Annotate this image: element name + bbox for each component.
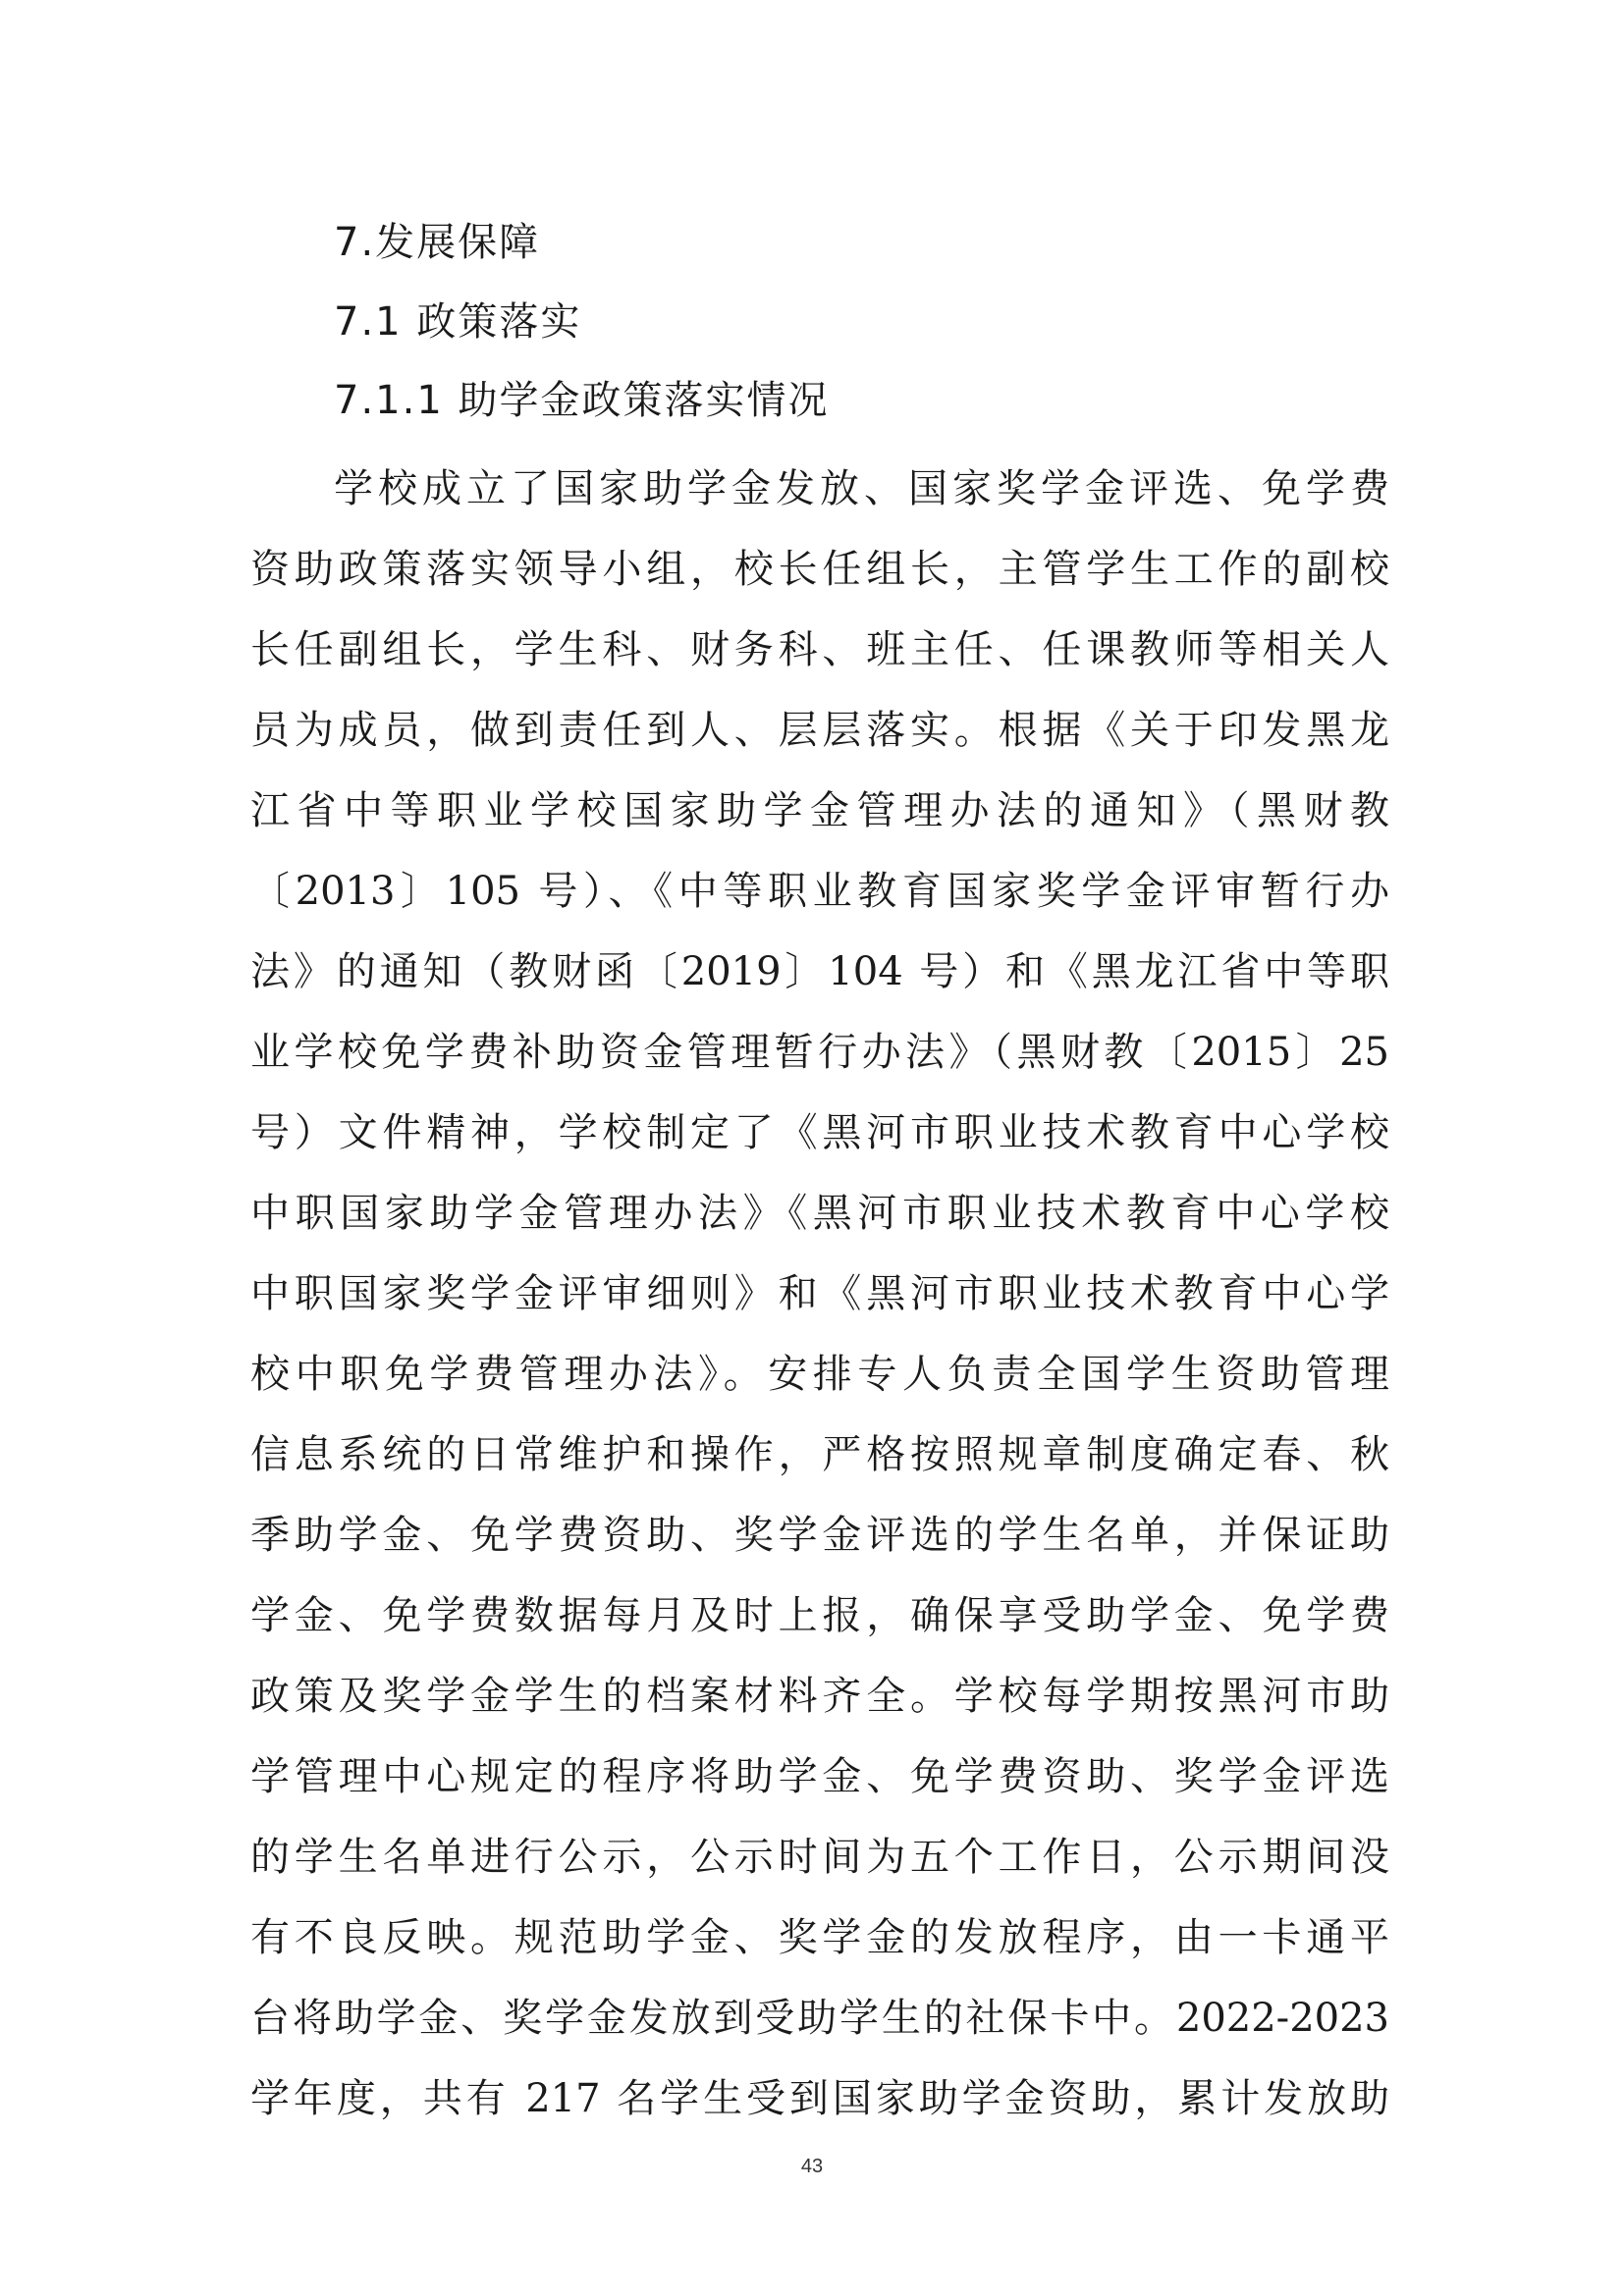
paragraph-line: 中职国家奖学金评审细则》和《黑河市职业技术教育中心学 (250, 1271, 1389, 1316)
paragraph-line: 中职国家助学金管理办法》《黑河市职业技术教育中心学校 (250, 1191, 1389, 1236)
paragraph-line: 的学生名单进行公示，公示时间为五个工作日，公示期间没 (250, 1835, 1389, 1880)
paragraph-line: 业学校免学费补助资金管理暂行办法》（黑财教〔2015〕25 (250, 1030, 1389, 1075)
paragraph-line: 学年度，共有 217 名学生受到国家助学金资助，累计发放助 (250, 2076, 1389, 2121)
body-paragraph (250, 449, 1389, 2139)
subsubsection-heading: 7.1.1 助学金政策落实情况 (334, 378, 830, 423)
section-heading: 7.发展保障 (334, 220, 541, 265)
page-number: 43 (800, 2156, 824, 2177)
paragraph-line: 信息系统的日常维护和操作，严格按照规章制度确定春、秋 (250, 1432, 1389, 1477)
paragraph-line: 号）文件精神，学校制定了《黑河市职业技术教育中心学校 (250, 1110, 1389, 1155)
paragraph-line: 学管理中心规定的程序将助学金、免学费资助、奖学金评选 (250, 1754, 1389, 1799)
paragraph-line: 资助政策落实领导小组，校长任组长，主管学生工作的副校 (250, 547, 1389, 592)
paragraph-line: 有不良反映。规范助学金、奖学金的发放程序，由一卡通平 (250, 1915, 1389, 1960)
paragraph-line: 员为成员，做到责任到人、层层落实。根据《关于印发黑龙 (250, 708, 1389, 753)
paragraph-line: 校中职免学费管理办法》。安排专人负责全国学生资助管理 (250, 1352, 1389, 1397)
paragraph-line: 政策及奖学金学生的档案材料齐全。学校每学期按黑河市助 (250, 1674, 1389, 1719)
paragraph-line: 学校成立了国家助学金发放、国家奖学金评选、免学费 (334, 466, 1389, 511)
paragraph-line: 长任副组长，学生科、财务科、班主任、任课教师等相关人 (250, 627, 1389, 672)
paragraph-line: 学金、免学费数据每月及时上报，确保享受助学金、免学费 (250, 1593, 1389, 1638)
paragraph-line: 〔2013〕105 号）、《中等职业教育国家奖学金评审暂行办 (250, 869, 1389, 914)
paragraph-line: 法》的通知（教财函〔2019〕104 号）和《黑龙江省中等职 (250, 949, 1389, 994)
paragraph-line: 台将助学金、奖学金发放到受助学生的社保卡中。2022-2023 (250, 1996, 1389, 2041)
paragraph-line: 季助学金、免学费资助、奖学金评选的学生名单，并保证助 (250, 1513, 1389, 1558)
subsection-heading: 7.1 政策落实 (334, 299, 582, 345)
paragraph-line: 江省中等职业学校国家助学金管理办法的通知》（黑财教 (250, 788, 1389, 833)
